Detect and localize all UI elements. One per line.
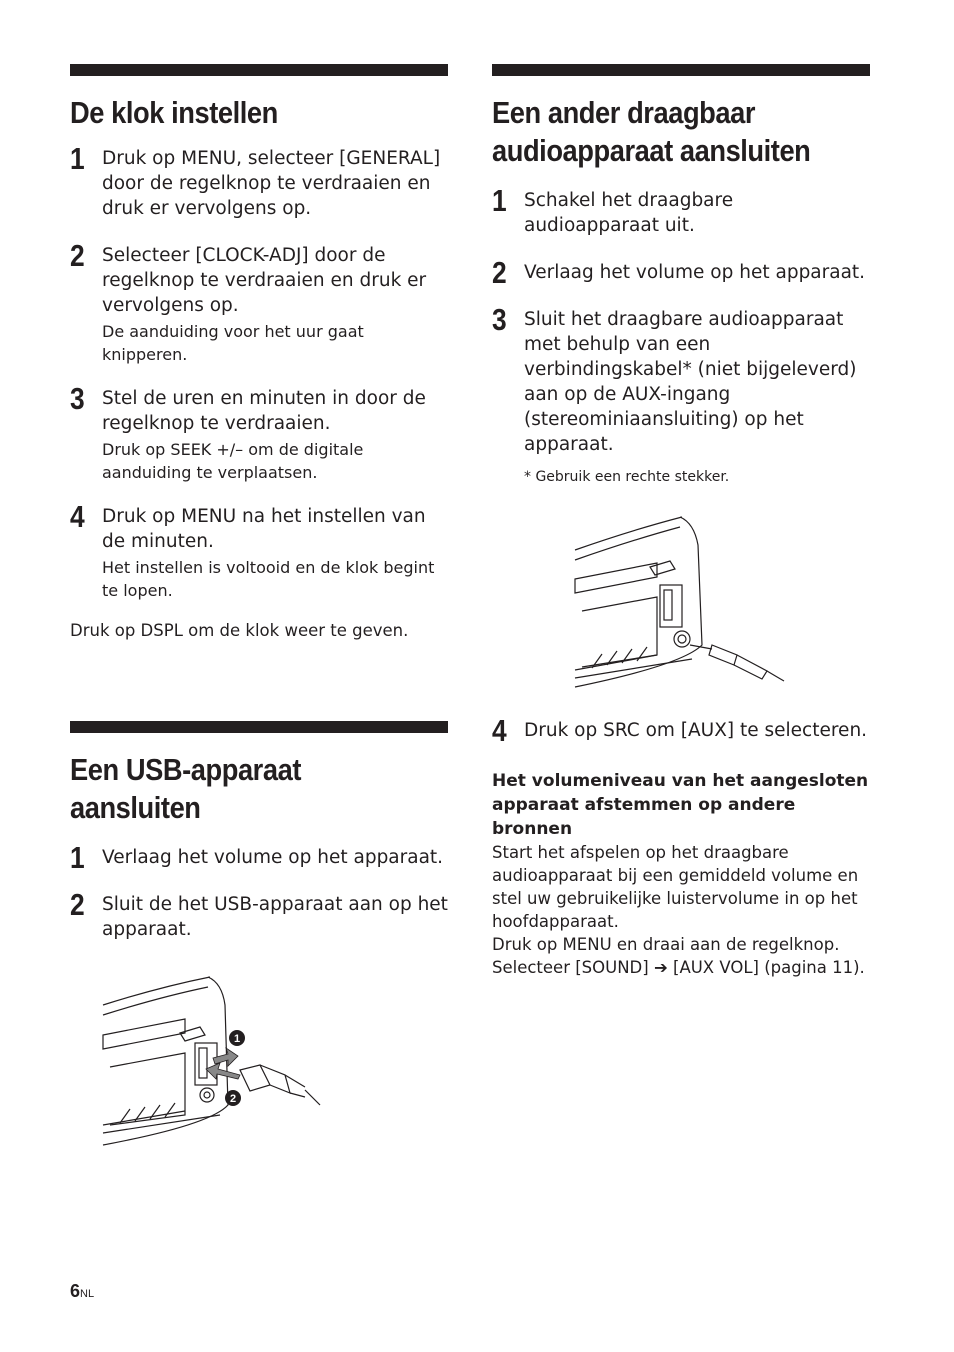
step-number: 1 — [492, 183, 507, 218]
clock-section — [70, 64, 448, 642]
step-text: Sluit het draagbare audioapparaat met behulp van een verbindingskabel* (niet bijgeleverd) aan op de AUX-ingang (stereominiaansluiting) op het apparaat. — [524, 309, 857, 455]
step-text: Schakel het draagbare audioapparaat uit. — [524, 190, 734, 236]
step-number: 3 — [70, 381, 85, 416]
step-text: Druk op SRC om [AUX] te selecteren. — [524, 720, 868, 741]
aux-paragraph-1: Start het afspelen op het draagbare audioapparaat bij een gemiddeld volume en stel uw gebruikelijke luistervolume in op het hoofdapparaat. — [492, 843, 859, 931]
step-number: 2 — [492, 255, 507, 290]
usb-connection-illustration — [100, 975, 325, 1150]
step-text: Druk op MENU, selecteer [GENERAL] door de regelknop te verdraaien en druk er vervolgens op. — [102, 148, 441, 219]
aux-section — [492, 64, 870, 487]
aux-subheading: Het volumeniveau van het aangesloten apparaat afstemmen op andere bronnen — [492, 771, 869, 839]
step-number: 1 — [70, 840, 85, 875]
aux-lower-section — [492, 713, 870, 979]
callout-1-label: 1 — [233, 1033, 241, 1045]
step-number: 4 — [492, 713, 507, 748]
usb-step-1 — [70, 840, 448, 875]
step-number: 3 — [492, 302, 507, 337]
usb-heading-line2: aansluiten — [70, 790, 201, 825]
step-text: Selecteer [CLOCK-ADJ] door de regelknop te verdraaien en druk er vervolgens op. — [102, 245, 427, 316]
aux-footnote: * Gebruik een rechte stekker. — [524, 469, 730, 485]
usb-step-2 — [70, 887, 448, 942]
step-text: Verlaag het volume op het apparaat. — [102, 847, 444, 868]
clock-step-4 — [70, 499, 448, 602]
clock-step-2 — [70, 238, 448, 366]
usb-heading-line1: Een USB-apparaat — [70, 752, 301, 787]
page-number-value: 6 — [70, 1281, 81, 1301]
callout-2-label: 2 — [229, 1093, 237, 1105]
section-rule — [70, 721, 448, 733]
page-number — [70, 1281, 94, 1302]
step-note: Druk op SEEK +/– om de digitale aanduiding te verplaatsen. — [102, 440, 364, 482]
step-number: 1 — [70, 141, 85, 176]
aux-step-2 — [492, 255, 870, 290]
aux-heading-line1: Een ander draagbaar — [492, 95, 756, 130]
aux-paragraph-3: Selecteer [SOUND] ➔ [AUX VOL] (pagina 11). — [492, 958, 865, 977]
aux-step-4 — [492, 713, 870, 748]
step-text: Verlaag het volume op het apparaat. — [524, 262, 866, 283]
step-number: 2 — [70, 887, 85, 922]
clock-heading: De klok instellen — [70, 95, 278, 130]
page-language: NL — [80, 1288, 95, 1300]
step-note: De aanduiding voor het uur gaat knipperen. — [102, 322, 364, 364]
step-note: Het instellen is voltooid en de klok begint te lopen. — [102, 558, 435, 600]
section-rule — [70, 64, 448, 76]
aux-step-3 — [492, 302, 870, 457]
step-number: 4 — [70, 499, 85, 534]
step-text: Stel de uren en minuten in door de regelknop te verdraaien. — [102, 388, 426, 434]
aux-connection-illustration — [572, 515, 792, 693]
aux-step-1 — [492, 183, 870, 238]
clock-footer-text: Druk op DSPL om de klok weer te geven. — [70, 621, 409, 640]
aux-paragraph-2: Druk op MENU en draai aan de regelknop. — [492, 935, 840, 954]
clock-step-3 — [70, 381, 448, 484]
aux-heading-line2: audioapparaat aansluiten — [492, 133, 811, 168]
step-text: Sluit de het USB-apparaat aan op het apparaat. — [102, 894, 448, 940]
step-number: 2 — [70, 238, 85, 273]
clock-step-1 — [70, 141, 448, 221]
usb-section — [70, 721, 448, 942]
step-text: Druk op MENU na het instellen van de minuten. — [102, 506, 426, 552]
section-rule — [492, 64, 870, 76]
